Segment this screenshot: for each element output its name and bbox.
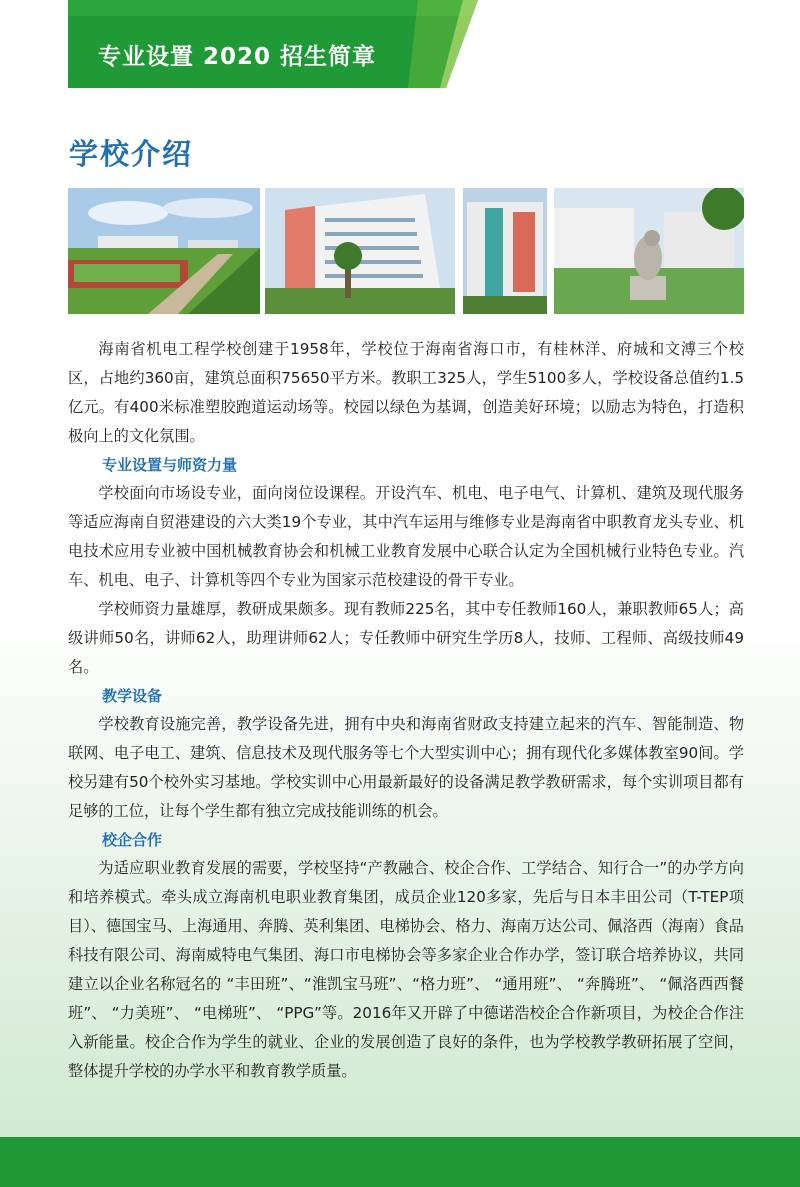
equipment-heading: 教学设备 — [102, 687, 163, 705]
page-title: 学校介绍 — [69, 137, 194, 171]
goat-statue-campus-photo — [554, 188, 744, 314]
intro-paragraph: 海南省机电工程学校创建于1958年，学校位于海南省海口市，有桂林洋、府城和文溥三个校区，占地约360亩，建筑总面积75650平方米。教职工325人，学生5100多人，学校设备总值约1.5亿元。有400米标准塑胶跑道运动场等。校园以绿色为基调，创造美好环境；以励志为特色，打造积极向上的文化氛围。 — [68, 340, 744, 445]
campus-sports-field-photo — [68, 188, 260, 314]
faculty-paragraph: 学校师资力量雄厚，教研成果颇多。现有教师225名，其中专任教师160人，兼职教师65人；高级讲师50名，讲师62人，助理讲师62人；专任教师中研究生学历8人，技师、工程师、高级技师49名。 — [68, 600, 744, 676]
main-teaching-building-photo — [265, 188, 455, 314]
majors-heading: 专业设置与师资力量 — [102, 456, 238, 474]
header-banner — [68, 0, 478, 88]
glass-facade-building-photo — [463, 188, 547, 314]
cooperation-paragraph: 为适应职业教育发展的需要，学校坚持“产教融合、校企合作、工学结合、知行合一”的办学方向和培养模式。牵头成立海南机电职业教育集团，成员企业120多家，先后与日本丰田公司（T-TEP项目）、德国宝马、上海通用、奔腾、英利集团、电梯协会、格力、海南万达公司、佩洛西（海南）食品科技有限公司、海南威特电气集团、海口市电梯协会等多家企业合作办学，签订联合培养协议，共同建立以企业名称冠名的 “丰田班”、“淮凯宝马班”、“格力班”、 “通用班”、 “奔腾班”、 “佩洛西西餐班”、 “力美班”、 “电梯班”、 “PPG”等。2016年又开辟了中德诺浩校企合作新项目，为校企合作注入新能量。校企合作为学生的就业、企业的发展创造了良好的条件，也为学校教学教研拓展了空间，整体提升学校的办学水平和教育教学质量。 — [68, 859, 744, 1080]
banner-title: 专业设置 2020 招生简章 — [98, 44, 377, 70]
majors-paragraph: 学校面向市场设专业，面向岗位设课程。开设汽车、机电、电子电气、计算机、建筑及现代服务等适应海南自贸港建设的六大类19个专业，其中汽车运用与维修专业是海南省中职教育龙头专业、机电技术应用专业被中国机械教育协会和机械工业教育发展中心联合认定为全国机械行业特色专业。汽车、机电、电子、计算机等四个专业为国家示范校建设的骨干专业。 — [68, 484, 744, 589]
footer-band — [0, 1137, 800, 1187]
photo-strip — [68, 188, 744, 314]
article-body — [68, 335, 744, 1086]
cooperation-heading: 校企合作 — [102, 831, 163, 849]
equipment-paragraph: 学校教育设施完善，教学设备先进，拥有中央和海南省财政支持建立起来的汽车、智能制造、物联网、电子电工、建筑、信息技术及现代服务等七个大型实训中心；拥有现代化多媒体教室90间。学校另建有50个校外实习基地。学校实训中心用最新最好的设备满足教学教研需求，每个实训项目都有足够的工位，让每个学生都有独立完成技能训练的机会。 — [68, 715, 744, 820]
